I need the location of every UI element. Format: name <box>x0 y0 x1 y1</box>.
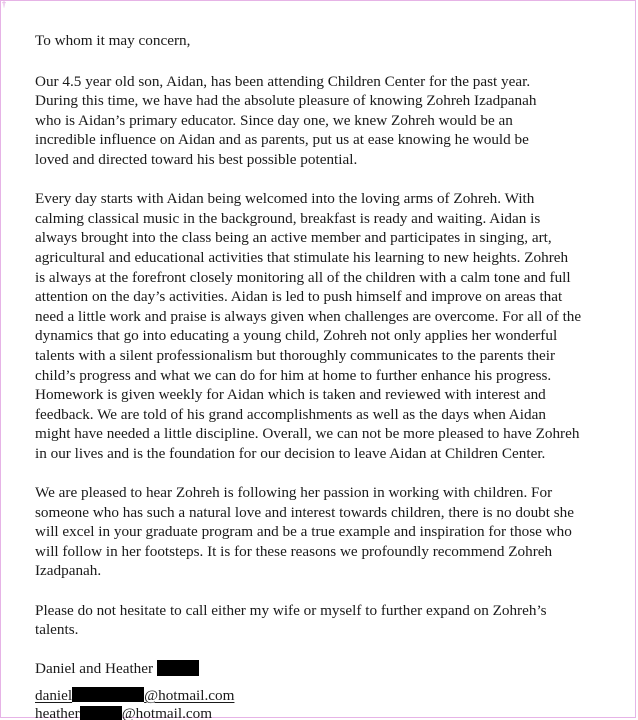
text-line: agricultural and educational activities that stimulate his learning to new heights. Zohreh <box>35 248 569 266</box>
text-line: in our lives and is the foundation for our decision to leave Aidan at Children Center. <box>35 444 546 462</box>
text-line: someone who has such a natural love and interest towards children, there is no doubt she <box>35 503 575 521</box>
email-prefix: heather <box>35 705 80 720</box>
text-line: loved and directed toward his best possible potential. <box>35 150 358 168</box>
text-line: need a little work and praise is always given when challenges are overcome. For all of the <box>35 307 582 325</box>
paragraph-recommendation <box>35 483 625 581</box>
text-line: Every day starts with Aidan being welcomed into the loving arms of Zohreh. With <box>35 190 535 208</box>
text-line: Homework is given weekly for Aidan which is taken and reviewed with interest and <box>35 386 546 404</box>
letter-body <box>35 31 625 720</box>
text-line: Our 4.5 year old son, Aidan, has been attending Children Center for the past year. <box>35 72 531 90</box>
text-line: might have needed a little discipline. Overall, we can not be more pleased to have Zohreh <box>35 425 580 443</box>
salutation: To whom it may concern, <box>35 32 191 49</box>
text-line: dynamics that go into educating a young child, Zohreh not only applies her wonderful <box>35 327 558 345</box>
redacted-email-part <box>72 687 144 702</box>
text-line: talents. <box>35 621 79 639</box>
text-line: attention on the day’s activities. Aidan is led to push himself and improve on areas that <box>35 288 563 306</box>
text-line: Izadpanah. <box>35 562 102 580</box>
email-link-daniel[interactable] <box>35 687 625 705</box>
text-line: talents with a silent professionalism but thoroughly communicates to the parents their <box>35 346 556 364</box>
text-line: feedback. We are told of his grand accomplishments as well as the days when Aidan <box>35 405 546 423</box>
redacted-surname <box>157 660 199 676</box>
paragraph-daily-routine <box>35 189 625 463</box>
text-line: will excel in your graduate program and be a true example and inspiration for those who <box>35 523 572 541</box>
email-domain: @hotmail.com <box>144 687 235 704</box>
redacted-email-part <box>80 706 122 720</box>
text-line: Please do not hesitate to call either my wife or myself to further expand on Zohreh’s <box>35 601 547 619</box>
paragraph-intro <box>35 72 625 170</box>
signature-names: Daniel and Heather <box>35 660 154 678</box>
text-line: will follow in her footsteps. It is for these reasons we profoundly recommend Zohreh <box>35 542 553 560</box>
text-line: always brought into the class being an active member and participates in singing, art, <box>35 229 552 247</box>
email-domain: @hotmail.com <box>121 705 213 720</box>
email-link-heather[interactable] <box>35 705 625 720</box>
text-line: During this time, we have had the absolute pleasure of knowing Zohreh Izadpanah <box>35 92 537 110</box>
paragraph-contact <box>35 601 625 640</box>
email-prefix: daniel <box>35 687 73 704</box>
text-line: calming classical music in the background, breakfast is ready and waiting. Aidan is <box>35 209 541 227</box>
text-line: incredible influence on Aidan and as parents, put us at ease knowing he would be <box>35 131 529 149</box>
corner-mark-icon: † <box>2 0 6 9</box>
signature <box>35 659 625 679</box>
text-line: is always at the forefront closely monitoring all of the children with a calm tone and full <box>35 268 571 286</box>
text-line: child’s progress and what we can do for him at home to further enhance his progress. <box>35 366 552 384</box>
text-line: who is Aidan’s primary educator. Since day one, we knew Zohreh would be an <box>35 111 513 129</box>
text-line: We are pleased to hear Zohreh is following her passion in working with children. For <box>35 484 553 502</box>
